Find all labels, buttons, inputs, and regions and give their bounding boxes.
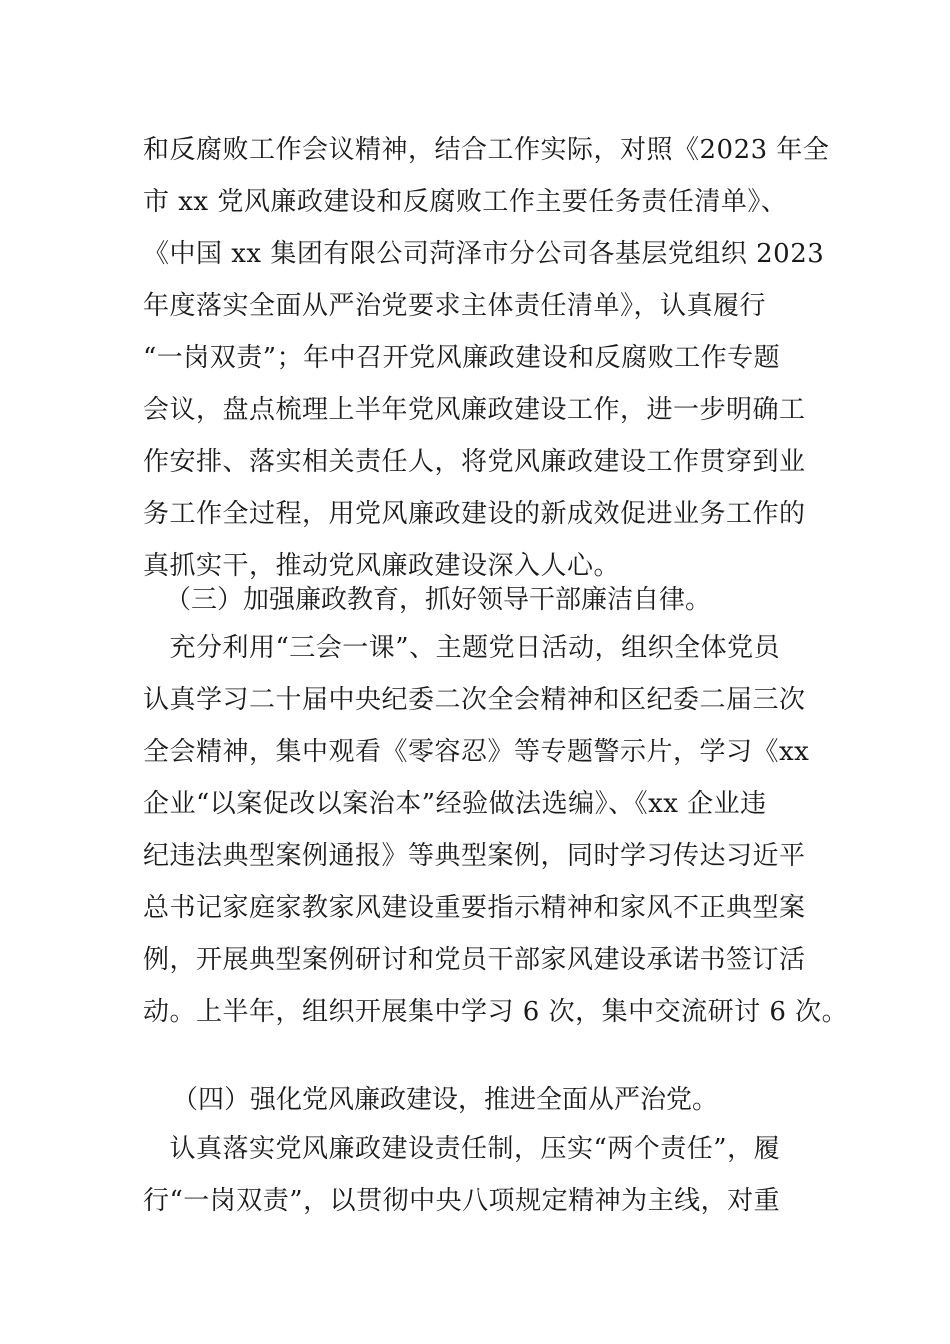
text-line: 务工作全过程，用党风廉政建设的新成效促进业务工作的 <box>143 499 806 529</box>
text-line: 企业“以案促改以案治本”经验做法选编》、《xx 企业违 <box>143 789 767 819</box>
text-line: 认真学习二十届中央纪委二次全会精神和区纪委二届三次 <box>143 685 806 715</box>
text-line: 例，开展典型案例研讨和党员干部家风建设承诺书签订活 <box>143 945 806 975</box>
text-line: 作安排、落实相关责任人，将党风廉政建设工作贯穿到业 <box>143 447 806 477</box>
text-line: 充分利用“三会一课”、主题党日活动，组织全体党员 <box>143 633 781 663</box>
paragraph-integrity-education <box>143 622 849 1038</box>
text-line: 行“一岗双责”，以贯彻中央八项规定精神为主线，对重 <box>143 1186 781 1216</box>
text-line: 真抓实干，推动党风廉政建设深入人心。 <box>143 551 621 581</box>
text-line: 认真落实党风廉政建设责任制，压实“两个责任”，履 <box>143 1134 781 1164</box>
text-line: 《中国 xx 集团有限公司菏泽市分公司各基层党组织 2023 <box>143 239 825 269</box>
text-line: 动。上半年，组织开展集中学习 6 次，集中交流研讨 6 次。 <box>143 997 849 1027</box>
text-line: 总书记家庭家教家风建设重要指示精神和家风不正典型案 <box>143 893 806 923</box>
text-line: 和反腐败工作会议精神，结合工作实际，对照《2023 年全 <box>143 135 830 165</box>
text-line: 纪违法典型案例通报》等典型案例，同时学习传达习近平 <box>143 841 806 871</box>
text-line: 全会精神，集中观看《零容忍》等专题警示片，学习《xx <box>143 737 810 767</box>
text-line: 市 xx 党风廉政建设和反腐败工作主要任务责任清单》、 <box>143 187 788 217</box>
text-line: 会议，盘点梳理上半年党风廉政建设工作，进一步明确工 <box>143 395 806 425</box>
text-line: 年度落实全面从严治党要求主体责任清单》，认真履行 <box>143 291 767 321</box>
paragraph-party-conduct-responsibility <box>143 124 830 592</box>
text-line: “一岗双责”；年中召开党风廉政建设和反腐败工作专题 <box>143 343 781 373</box>
section-heading-3: （三）加强廉政教育，抓好领导干部廉洁自律。 <box>165 585 712 615</box>
paragraph-strict-governance <box>143 1123 823 1227</box>
section-heading-4: （四）强化党风廉政建设，推进全面从严治党。 <box>172 1085 719 1115</box>
